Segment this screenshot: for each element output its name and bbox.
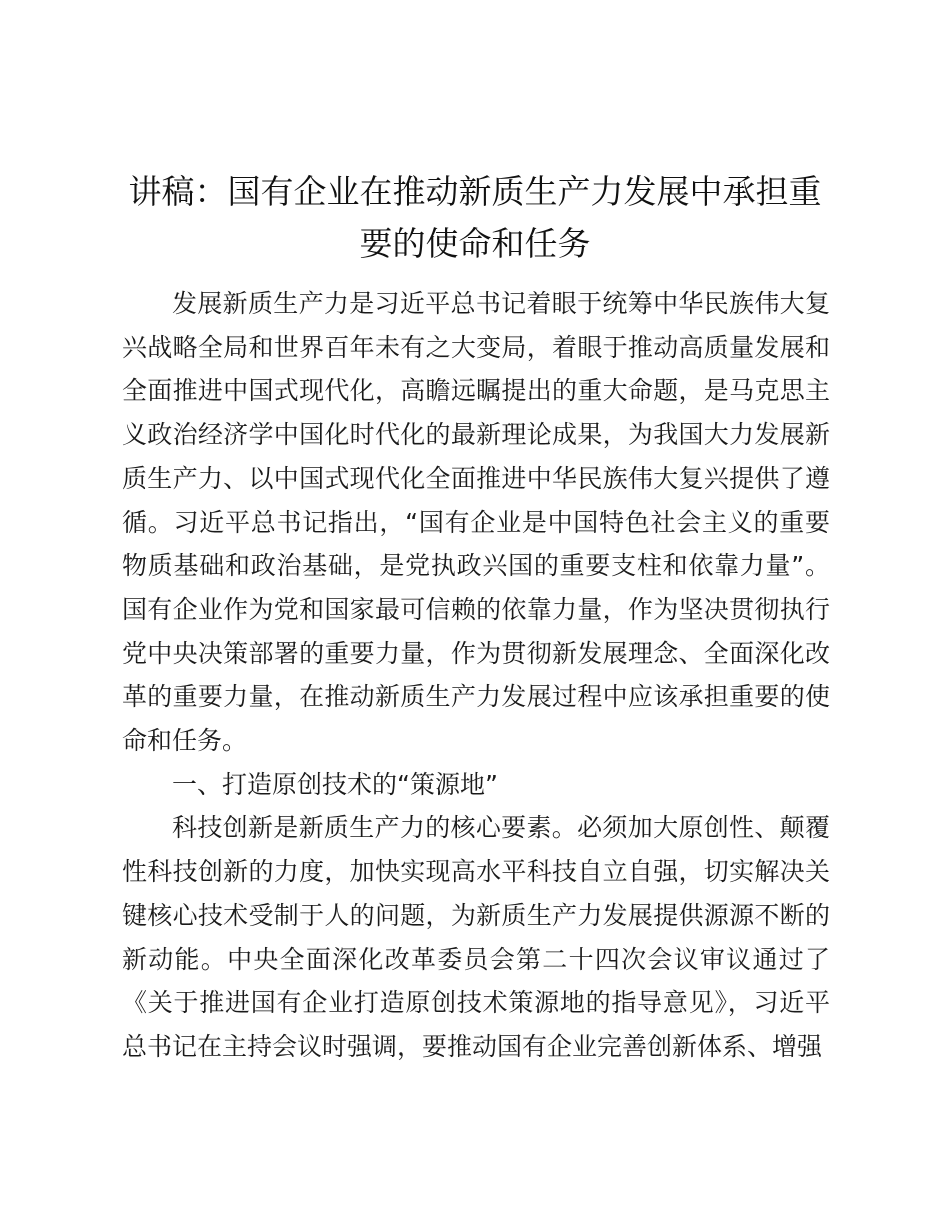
document-title: 讲稿：国有企业在推动新质生产力发展中承担重要的使命和任务 xyxy=(128,172,822,263)
intro-paragraph: 发展新质生产力是习近平总书记着眼于统筹中华民族伟大复兴战略全局和世界百年未有之大变局，着眼于推动高质量发展和全面推进中国式现代化，高瞻远瞩提出的重大命题，是马克思主义政治经济学中国化时代化的最新理论成果，为我国大力发展新质生产力、以中国式现代化全面推进中华民族伟大复兴提供了遵循。习近平总书记指出，“国有企业是中国特色社会主义的重要物质基础和政治基础，是党执政兴国的重要支柱和依靠力量”。国有企业作为党和国家最可信赖的依靠力量，作为坚决贯彻执行党中央决策部署的重要力量，作为贯彻新发展理念、全面深化改革的重要力量，在推动新质生产力发展过程中应该承担重要的使命和任务。 xyxy=(122,289,830,756)
section-1-paragraph: 科技创新是新质生产力的核心要素。必须加大原创性、颠覆性科技创新的力度，加快实现高水平科技自立自强，切实解决关键核心技术受制于人的问题，为新质生产力发展提供源源不断的新动能。中央全面深化改革委员会第二十四次会议审议通过了《关于推进国有企业打造原创技术策源地的指导意见》，习近平总书记在主持会议时强调，要推动国有企业完善创新体系、增强 xyxy=(122,813,830,1061)
section-heading-1: 一、打造原创技术的“策源地” xyxy=(172,769,498,799)
document-body xyxy=(122,282,830,1069)
